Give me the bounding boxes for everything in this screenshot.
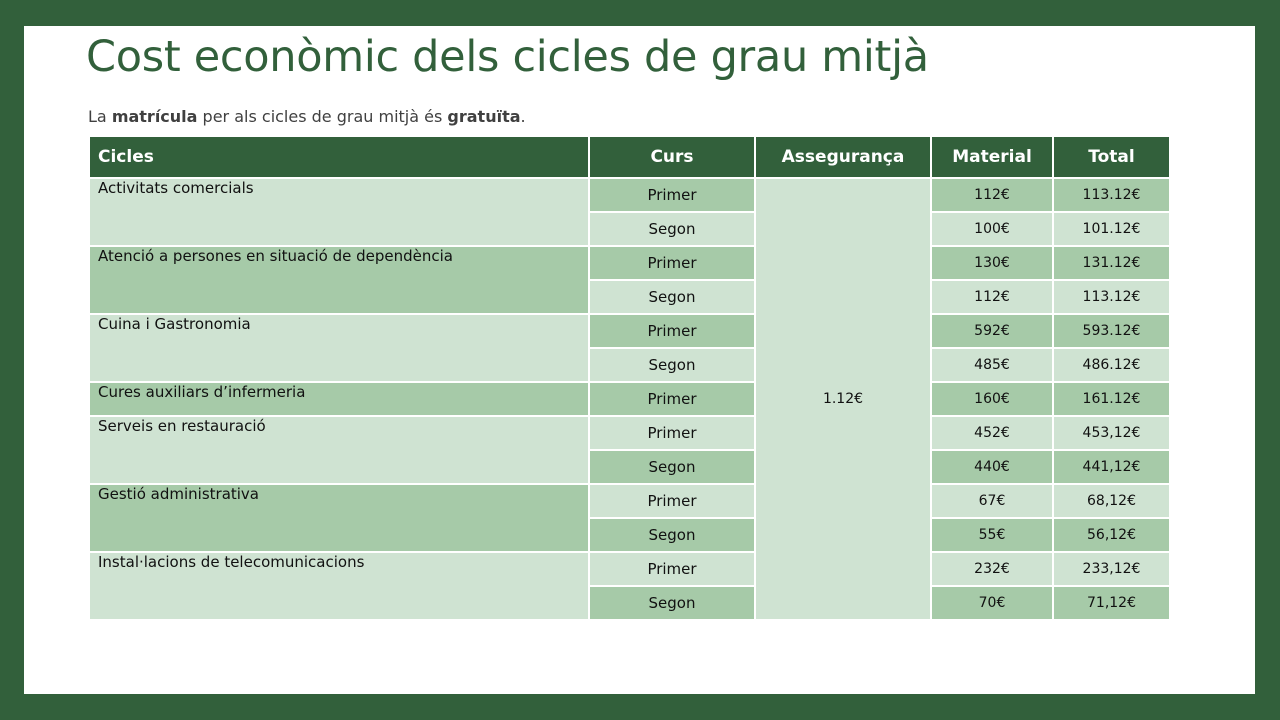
slide: [24, 26, 1255, 694]
table-body: [89, 178, 1170, 620]
material-cell: 100€: [931, 212, 1053, 246]
header-curs: Curs: [589, 136, 755, 178]
course-cell: Primer: [589, 416, 755, 450]
course-cell: Segon: [589, 348, 755, 382]
course-cell: Primer: [589, 246, 755, 280]
cost-table: [88, 135, 1171, 621]
total-cell: 233,12€: [1053, 552, 1170, 586]
total-cell: 161.12€: [1053, 382, 1170, 416]
table-row: [89, 314, 1170, 348]
table-row: [89, 382, 1170, 416]
total-cell: 453,12€: [1053, 416, 1170, 450]
slide-subtitle: [88, 106, 526, 128]
total-cell: 101.12€: [1053, 212, 1170, 246]
cycle-name: Serveis en restauració: [89, 416, 589, 484]
total-cell: 56,12€: [1053, 518, 1170, 552]
total-cell: 131.12€: [1053, 246, 1170, 280]
header-cicles: Cicles: [89, 136, 589, 178]
subtitle-bold-matricula: matrícula: [111, 107, 198, 126]
cycle-name: Atenció a persones en situació de dependència: [89, 246, 589, 314]
course-cell: Segon: [589, 450, 755, 484]
cycle-name: Activitats comercials: [89, 178, 589, 246]
total-cell: 593.12€: [1053, 314, 1170, 348]
material-cell: 130€: [931, 246, 1053, 280]
material-cell: 452€: [931, 416, 1053, 450]
course-cell: Primer: [589, 382, 755, 416]
cycle-name: Cuina i Gastronomia: [89, 314, 589, 382]
material-cell: 160€: [931, 382, 1053, 416]
header-total: Total: [1053, 136, 1170, 178]
material-cell: 67€: [931, 484, 1053, 518]
course-cell: Primer: [589, 314, 755, 348]
table-row: [89, 552, 1170, 586]
material-cell: 592€: [931, 314, 1053, 348]
total-cell: 486.12€: [1053, 348, 1170, 382]
insurance-cell: 1.12€: [755, 178, 931, 620]
subtitle-bold-gratuita: gratuïta: [447, 107, 521, 126]
course-cell: Primer: [589, 178, 755, 212]
total-cell: 113.12€: [1053, 178, 1170, 212]
table-header-row: [89, 136, 1170, 178]
material-cell: 485€: [931, 348, 1053, 382]
subtitle-text-1: La: [88, 107, 112, 126]
table-row: [89, 246, 1170, 280]
header-material: Material: [931, 136, 1053, 178]
table-row: [89, 416, 1170, 450]
material-cell: 112€: [931, 178, 1053, 212]
cycle-name: Cures auxiliars d’infermeria: [89, 382, 589, 416]
subtitle-text-2: per als cicles de grau mitjà és: [197, 107, 448, 126]
course-cell: Primer: [589, 484, 755, 518]
slide-title: Cost econòmic dels cicles de grau mitjà: [86, 32, 929, 82]
header-asseguranca: Assegurança: [755, 136, 931, 178]
course-cell: Segon: [589, 586, 755, 620]
course-cell: Segon: [589, 518, 755, 552]
material-cell: 440€: [931, 450, 1053, 484]
course-cell: Segon: [589, 212, 755, 246]
material-cell: 70€: [931, 586, 1053, 620]
course-cell: Segon: [589, 280, 755, 314]
total-cell: 441,12€: [1053, 450, 1170, 484]
cycle-name: Gestió administrativa: [89, 484, 589, 552]
material-cell: 232€: [931, 552, 1053, 586]
total-cell: 113.12€: [1053, 280, 1170, 314]
subtitle-text-3: .: [520, 107, 526, 126]
total-cell: 71,12€: [1053, 586, 1170, 620]
course-cell: Primer: [589, 552, 755, 586]
material-cell: 112€: [931, 280, 1053, 314]
cycle-name: Instal·lacions de telecomunicacions: [89, 552, 589, 620]
table-row: [89, 484, 1170, 518]
material-cell: 55€: [931, 518, 1053, 552]
table-row: [89, 178, 1170, 212]
total-cell: 68,12€: [1053, 484, 1170, 518]
